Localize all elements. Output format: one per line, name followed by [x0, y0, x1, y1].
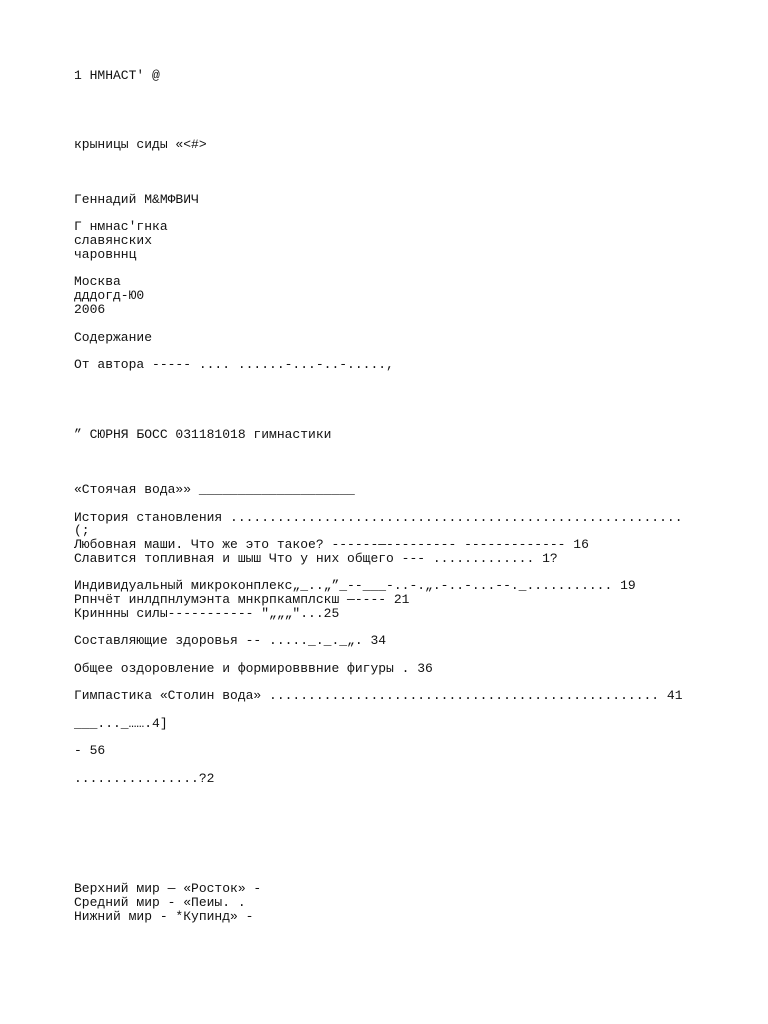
contents-source-strength: Криннны силы----------- "„„„"...25 — [74, 606, 340, 621]
contents-micro-complex: Индивидуальный микроконплекс„_..„”_--___-..-.„.-..-...--._........... 19 — [74, 578, 636, 593]
publication-publisher: дддогд-Ю0 — [74, 288, 145, 303]
contents-general-health: Общее оздоровление и формировввние фигуры . 36 — [74, 661, 433, 676]
author-name: Геннадий М&МФВИЧ — [74, 192, 199, 207]
contents-heading: Содержание — [74, 330, 153, 345]
contents-history-formation: История становления .......................................................... — [74, 510, 683, 525]
contents-health-components: Составляющие здоровья -- ....._._._„. 34 — [74, 633, 387, 648]
subtitle: крыницы сиды «<#> — [74, 137, 207, 152]
contents-standing-water: «Стоячая вода»» ____________________ — [74, 482, 355, 497]
top-line: 1 НМНАСТ' @ — [74, 68, 160, 83]
contents-love-machine: Любовная маши. Что же это такое? ------—--------- ------------- 16 — [74, 537, 589, 552]
contents-line-72: ................?2 — [74, 771, 215, 786]
world-lower: Нижний мир - *Купинд» - — [74, 909, 254, 924]
contents-line-four: ___..._…….4] — [74, 716, 168, 731]
publication-city: Москва — [74, 274, 121, 289]
title-line-1: Г нмнас'гнка — [74, 219, 168, 234]
contents-fuel-glory: Славится топливная и шыш Что у них общего --- ............. 1? — [74, 551, 558, 566]
contents-section-history: ” СЮРНЯ БОСС 031181018 гимнастики — [74, 427, 332, 442]
contents-line-56: - 56 — [74, 743, 106, 758]
title-line-3: чаровннц — [74, 247, 137, 262]
world-upper: Верхний мир — «Росток» - — [74, 881, 262, 896]
contents-bracket-mark: (; — [74, 523, 90, 538]
contents-gymnastics-water: Гимпастика «Столин вода» .................................................. 41 — [74, 688, 683, 703]
world-middle: Средний мир - «Пеиы. . — [74, 895, 246, 910]
title-line-2: славянских — [74, 233, 153, 248]
publication-year: 2006 — [74, 302, 106, 317]
contents-from-author: От автора ----- .... ......-...-..-....., — [74, 357, 394, 372]
contents-micro-element: Рпнчёт инлдпнлумэнта мнкрпкамплскш —---- 21 — [74, 592, 410, 607]
